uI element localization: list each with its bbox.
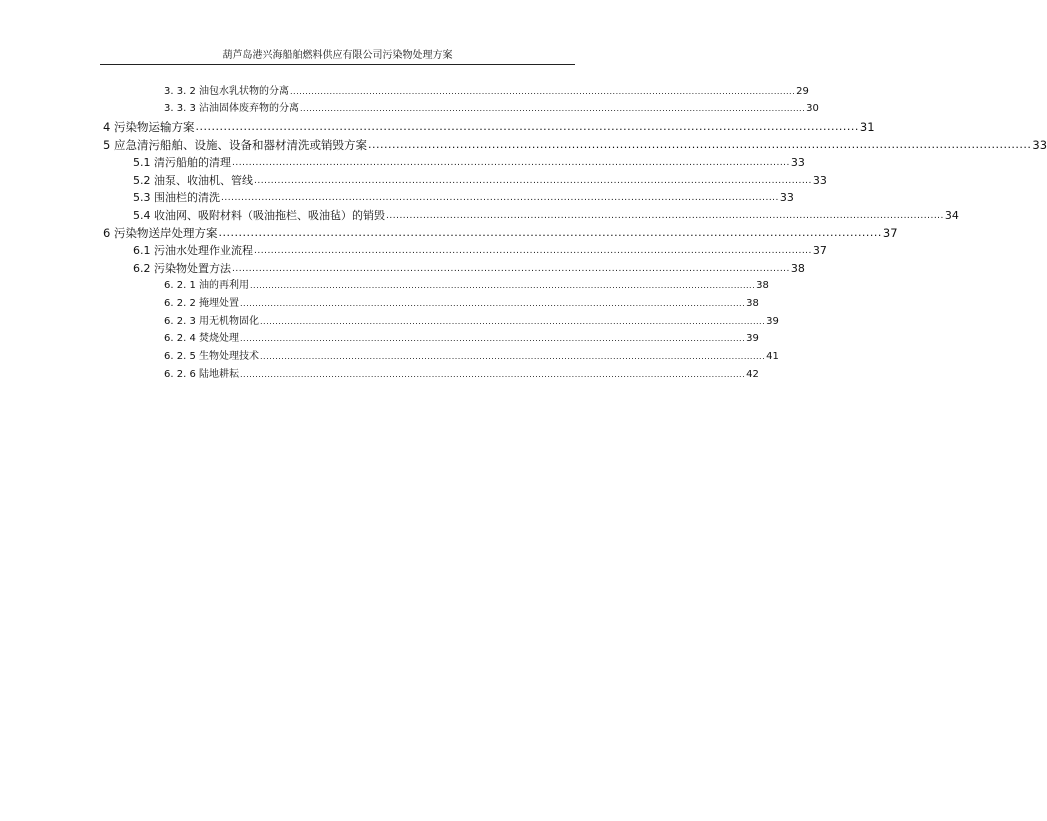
toc-entry-page: 34 — [944, 209, 959, 222]
toc-entry-page: 29 — [796, 86, 809, 97]
toc-leader-dots: ...................................................................................................................................................................... — [232, 264, 790, 274]
toc-entry-5-1[interactable] — [133, 156, 805, 170]
toc-entry-page: 31 — [859, 120, 875, 134]
toc-entry-6-2-1[interactable] — [164, 279, 769, 292]
toc-entry-page: 38 — [756, 280, 769, 291]
toc-entry-6-1[interactable] — [133, 244, 827, 258]
toc-entry-label: 5.4 收油网、吸附材料（吸油拖栏、吸油毡）的销毁 — [133, 209, 385, 222]
toc-entry-label: 5.2 油泵、收油机、管线 — [133, 174, 253, 187]
toc-entry-6-2-6[interactable] — [164, 368, 759, 381]
toc-entry-page: 37 — [882, 226, 898, 240]
toc-entry-3-3-2[interactable] — [164, 85, 809, 98]
toc-entry-label: 6.2 污染物处置方法 — [133, 262, 231, 275]
toc-entry-6-2-5[interactable] — [164, 350, 779, 363]
toc-leader-dots: ...................................................................................................................................................................... — [254, 176, 812, 186]
toc-entry-page: 42 — [746, 369, 759, 380]
toc-entry-page: 33 — [1032, 138, 1047, 152]
toc-entry-label: 5.1 清污船舶的清理 — [133, 156, 231, 169]
toc-entry-label: 4 污染物运输方案 — [103, 120, 195, 134]
toc-leader-dots: ...................................................................................................................................................................... — [254, 246, 812, 256]
toc-leader-dots: ...................................................................................................................................................................... — [195, 120, 859, 133]
toc-entry-5[interactable] — [103, 138, 1047, 152]
toc-entry-label: 5 应急清污船舶、设施、设备和器材清洗或销毁方案 — [103, 138, 367, 152]
toc-entry-page: 33 — [779, 191, 794, 204]
toc-leader-dots: ...................................................................................................................................................................... — [239, 299, 746, 308]
toc-leader-dots: ...................................................................................................................................................................... — [221, 193, 779, 203]
toc-leader-dots: ...................................................................................................................................................................... — [386, 211, 944, 221]
toc-leader-dots: ...................................................................................................................................................................... — [239, 370, 746, 379]
toc-leader-dots: ...................................................................................................................................................................... — [259, 352, 766, 361]
toc-entry-label: 6. 2. 1 油的再利用 — [164, 280, 249, 291]
toc-leader-dots: ...................................................................................................................................................................... — [239, 334, 746, 343]
toc-entry-label: 3. 3. 2 油包水乳状物的分离 — [164, 86, 289, 97]
toc-entry-6-2-3[interactable] — [164, 315, 779, 328]
toc-entry-label: 3. 3. 3 沾油固体废弃物的分离 — [164, 103, 299, 114]
toc-entry-5-3[interactable] — [133, 191, 794, 205]
toc-entry-page: 38 — [746, 298, 759, 309]
toc-entry-page: 30 — [806, 103, 819, 114]
toc-entry-label: 6 污染物送岸处理方案 — [103, 226, 218, 240]
toc-entry-page: 39 — [766, 316, 779, 327]
toc-entry-page: 37 — [812, 244, 827, 257]
toc-entry-6-2-2[interactable] — [164, 297, 759, 310]
toc-leader-dots: ...................................................................................................................................................................... — [249, 281, 756, 290]
toc-entry-5-2[interactable] — [133, 174, 827, 188]
toc-entry-label: 6. 2. 6 陆地耕耘 — [164, 369, 239, 380]
page-header-title: 葫芦岛港兴海船舶燃料供应有限公司污染物处理方案 — [222, 50, 453, 61]
toc-leader-dots: ...................................................................................................................................................................... — [259, 317, 766, 326]
toc-entry-page: 33 — [812, 174, 827, 187]
toc-leader-dots: ...................................................................................................................................................................... — [232, 158, 790, 168]
header-divider — [100, 64, 575, 65]
toc-leader-dots: ...................................................................................................................................................................... — [289, 87, 796, 96]
toc-entry-page: 33 — [790, 156, 805, 169]
toc-entry-page: 38 — [790, 262, 805, 275]
toc-entry-label: 6.1 污油水处理作业流程 — [133, 244, 253, 257]
toc-leader-dots: ...................................................................................................................................................................... — [367, 138, 1032, 151]
toc-entry-page: 41 — [766, 351, 779, 362]
toc-entry-page: 39 — [746, 333, 759, 344]
toc-entry-6[interactable] — [103, 226, 898, 240]
toc-entry-label: 5.3 围油栏的清洗 — [133, 191, 220, 204]
toc-entry-4[interactable] — [103, 120, 875, 134]
toc-entry-6-2-4[interactable] — [164, 332, 759, 345]
toc-entry-5-4[interactable] — [133, 209, 959, 223]
toc-entry-label: 6. 2. 4 焚烧处理 — [164, 333, 239, 344]
toc-entry-label: 6. 2. 5 生物处理技术 — [164, 351, 259, 362]
toc-entry-label: 6. 2. 2 掩埋处置 — [164, 298, 239, 309]
toc-leader-dots: ...................................................................................................................................................................... — [299, 104, 806, 113]
toc-entry-label: 6. 2. 3 用无机物固化 — [164, 316, 259, 327]
toc-entry-6-2[interactable] — [133, 262, 805, 276]
toc-entry-3-3-3[interactable] — [164, 102, 819, 115]
toc-leader-dots: ...................................................................................................................................................................... — [218, 226, 882, 239]
